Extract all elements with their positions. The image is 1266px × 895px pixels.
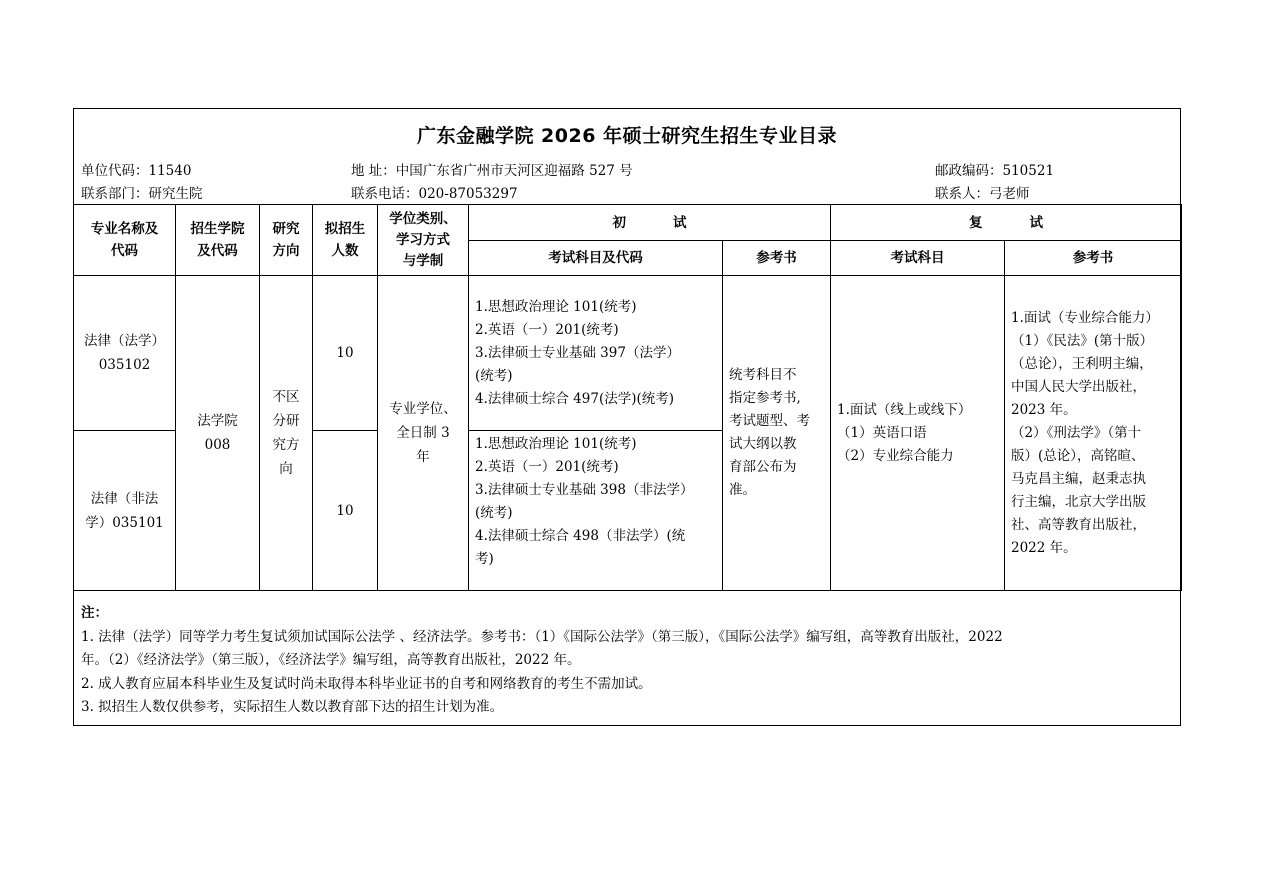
major-cell: 法律（法学） 035102 [74,276,176,431]
table-row [74,276,1182,431]
first-subjects-cell: 1.思想政治理论 101(统考) 2.英语（一）201(统考) 3.法律硕士专业基础 397（法学） (统考) 4.法律硕士综合 497(法学)(统考) [469,276,723,431]
header-first-subjects: 考试科目及代码 [469,241,723,276]
catalog-frame [73,108,1181,726]
contact-department: 联系部门：研究生院 [81,186,203,202]
major-cell: 法律（非法 学）035101 [74,431,176,591]
header-first-exam: 初 试 [469,205,831,241]
unit-code: 单位代码：11540 [81,163,192,179]
direction-cell: 不区 分研 究方 向 [260,276,313,591]
degree-cell: 专业学位、 全日制 3 年 [378,276,469,591]
second-books-cell: 1.面试（专业综合能力） （1）《民法》(第十版） （总论），王利明主编， 中国人民大学出版社， 2023 年。 （2）《刑法学》（第十 版）(总论），高铭暄、 马克昌主编，赵秉志执 行主编，北京大学出版 社、高等教育出版社， 2022 年。 [1005,276,1182,591]
notes-heading: 注： [81,605,108,621]
note-item: 2. 成人教育应届本科毕业生及复试时尚未取得本科毕业证书的自考和网络教育的考生不需加试。 [81,675,652,692]
address: 地 址：中国广东省广州市天河区迎福路 527 号 [351,163,633,179]
note-item: 年。（2）《经济法学》（第三版），《经济法学》编写组，高等教育出版社，2022 年。 [81,652,581,668]
contact-person: 联系人：弓老师 [935,186,1030,202]
header-college: 招生学院 及代码 [176,205,260,276]
header-quota: 拟招生 人数 [313,205,378,276]
note-item: 3. 拟招生人数仅供参考，实际招生人数以教育部下达的招生计划为准。 [81,699,504,715]
college-cell: 法学院 008 [176,276,260,591]
first-subjects-cell: 1.思想政治理论 101(统考) 2.英语（一）201(统考) 3.法律硕士专业基础 398（非法学） (统考) 4.法律硕士综合 498（非法学）(统 考) [469,431,723,591]
quota-cell: 10 [313,276,378,431]
notes [81,602,1174,720]
header-major: 专业名称及 代码 [74,205,176,276]
quota-cell: 10 [313,431,378,591]
header-degree: 学位类别、 学习方式 与学制 [378,205,469,276]
page-title: 广东金融学院 2026 年硕士研究生招生专业目录 [416,125,838,147]
catalog-table [73,204,1182,591]
note-item: 1. 法律（法学）同等学力考生复试须加试国际公法学 、经济法学。参考书：（1）《国际公法学》（第三版），《国际公法学》编写组，高等教育出版社，2022 [81,628,1003,645]
header-direction: 研究 方向 [260,205,313,276]
first-books-cell: 统考科目不 指定参考书, 考试题型、考 试大纲以教 育部公布为 准。 [723,276,831,591]
header-first-books: 参考书 [723,241,831,276]
postcode: 邮政编码：510521 [935,163,1055,179]
second-subjects-cell: 1.面试（线上或线下） （1）英语口语 （2）专业综合能力 [831,276,1005,591]
header-second-subjects: 考试科目 [831,241,1005,276]
header-second-exam: 复 试 [831,205,1182,241]
header-second-books: 参考书 [1005,241,1182,276]
contact-phone: 联系电话：020-87053297 [351,186,518,202]
